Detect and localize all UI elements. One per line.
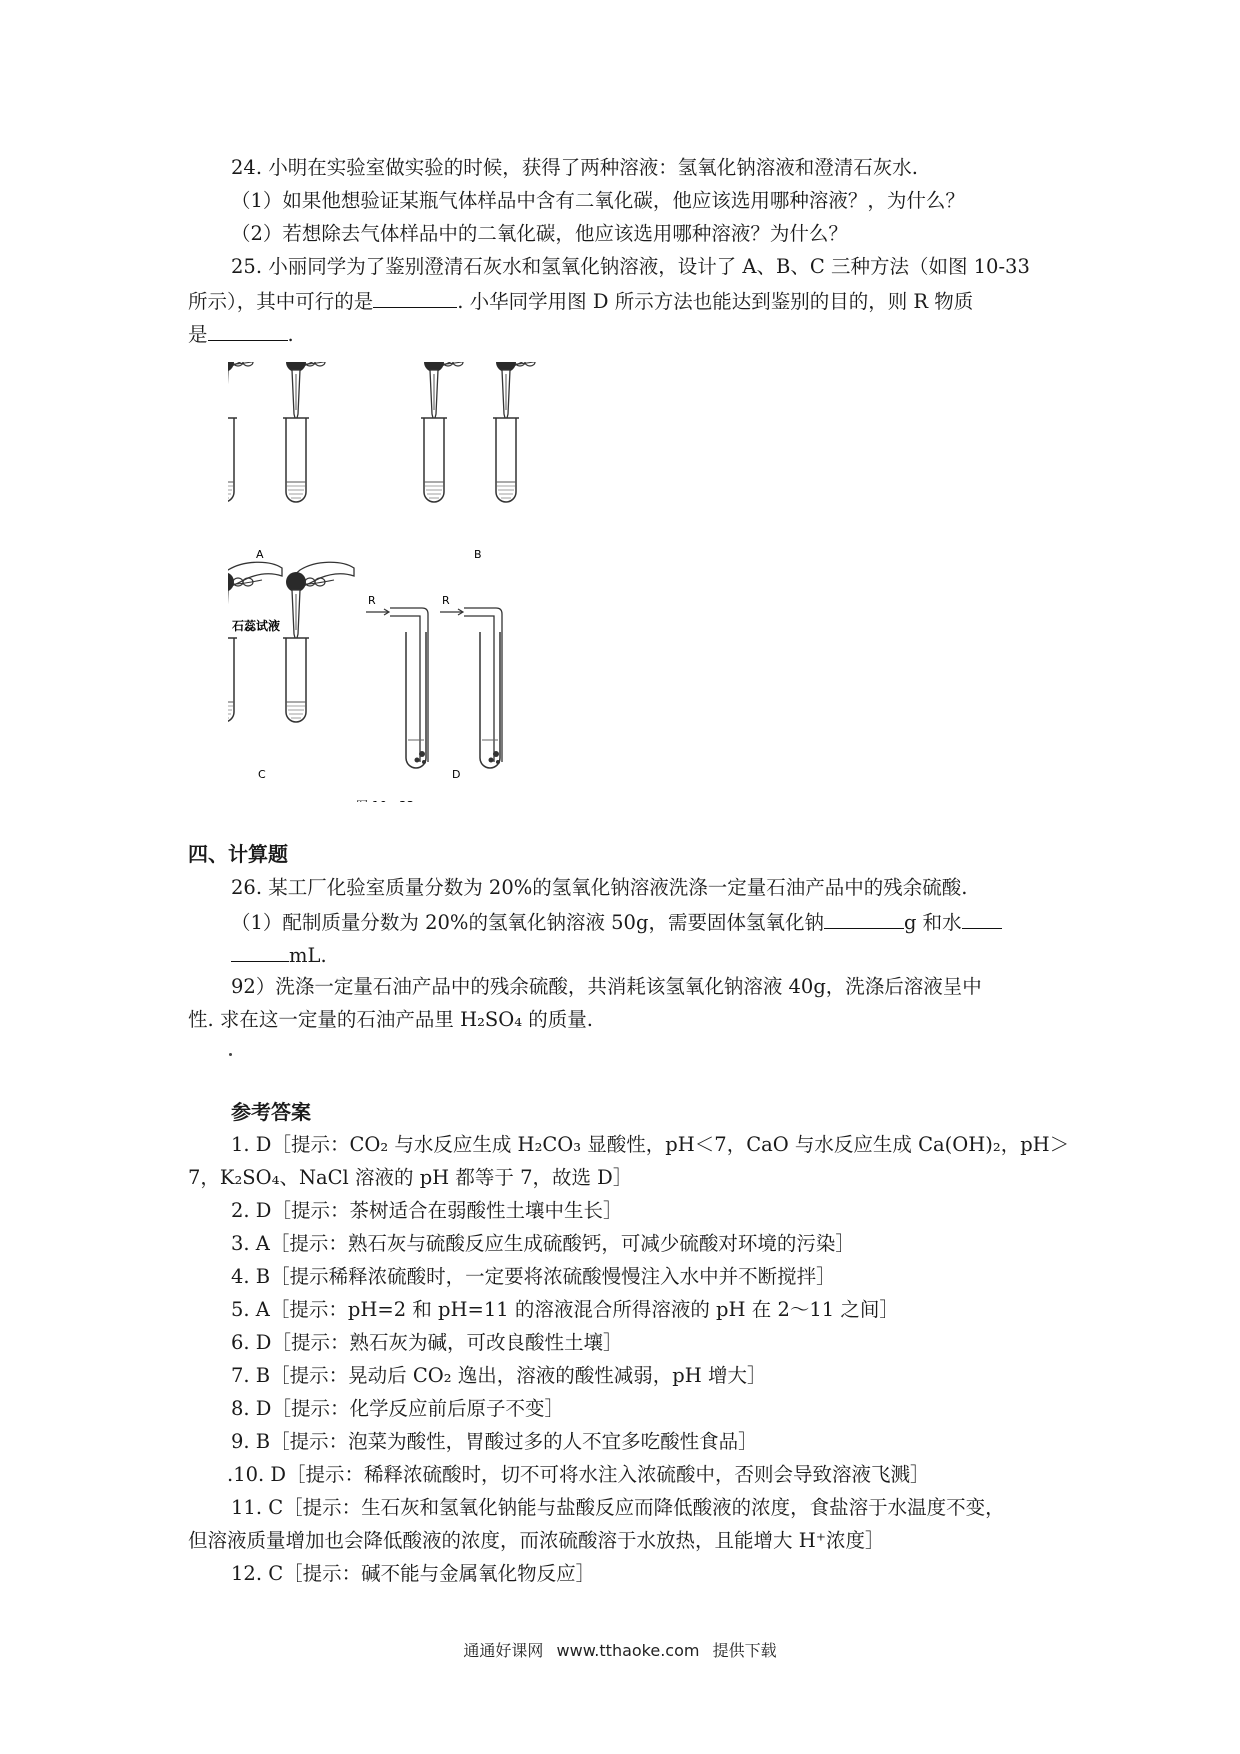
answer-6: 6. D［提示：熟石灰为碱，可改良酸性土壤］ bbox=[231, 1331, 623, 1354]
q26-stem: 26. 某工厂化验室质量分数为 20%的氢氧化钠溶液洗涤一定量石油产品中的残余硫酸. bbox=[231, 876, 968, 899]
setup-d bbox=[366, 594, 502, 781]
label-b: B bbox=[474, 548, 482, 561]
setup-a bbox=[228, 362, 354, 561]
stray-dot bbox=[229, 1053, 232, 1056]
answer-blank-26b bbox=[962, 908, 1002, 929]
label-a: A bbox=[256, 548, 264, 561]
q25-line2: 所示），其中可行的是 . 小华同学用图 D 所示方法也能达到鉴别的目的，则 R 物质 bbox=[188, 287, 973, 315]
setup-b bbox=[421, 362, 564, 561]
setup-c bbox=[228, 562, 354, 781]
answer-11: 11. C［提示：生石灰和氢氧化钠能与盐酸反应而降低酸液的浓度，食盐溶于水温度不变， bbox=[231, 1496, 1005, 1519]
figure-caption bbox=[356, 799, 414, 802]
figure-10-33 bbox=[228, 362, 648, 806]
label-litmus: 石蕊试液 bbox=[232, 619, 281, 633]
label-r-2: R bbox=[442, 594, 450, 607]
answer-blank-26b-cont bbox=[231, 941, 289, 962]
answer-3: 3. A［提示：熟石灰与硫酸反应生成硫酸钙，可减少硫酸对环境的污染］ bbox=[231, 1232, 855, 1255]
footer-note: 提供下载 bbox=[712, 1641, 777, 1660]
answer-5: 5. A［提示：pH=2 和 pH=11 的溶液混合所得溶液的 pH 在 2～11 之间］ bbox=[231, 1298, 899, 1321]
q25-line1: 25. 小丽同学为了鉴别澄清石灰水和氢氧化钠溶液，设计了 A、B、C 三种方法（如图 10-33 bbox=[231, 255, 1030, 278]
figure-test-tubes bbox=[228, 362, 648, 802]
q24-part2: （2）若想除去气体样品中的二氧化碳，他应该选用哪种溶液？为什么？ bbox=[231, 222, 848, 245]
answers-title: 参考答案 bbox=[231, 1100, 311, 1124]
label-r-1: R bbox=[368, 594, 376, 607]
q26-part1-cont: mL. bbox=[231, 941, 327, 969]
answer-blank-25a bbox=[373, 287, 457, 308]
answer-10: .10. D［提示：稀释浓硫酸时，切不可将水注入浓硫酸中，否则会导致溶液飞溅］ bbox=[227, 1463, 930, 1486]
answer-blank-26a bbox=[824, 908, 904, 929]
q25-line3: 是 . bbox=[188, 320, 294, 348]
answer-4: 4. B［提示稀释浓硫酸时，一定要将浓硫酸慢慢注入水中并不断搅拌］ bbox=[231, 1265, 836, 1288]
q24-stem: 24. 小明在实验室做实验的时候，获得了两种溶液：氢氧化钠溶液和澄清石灰水. bbox=[231, 156, 918, 179]
answer-2: 2. D［提示：茶树适合在弱酸性土壤中生长］ bbox=[231, 1199, 623, 1222]
answer-12: 12. C［提示：碱不能与金属氧化物反应］ bbox=[231, 1562, 596, 1585]
q26-part2: 92）洗涤一定量石油产品中的残余硫酸，共消耗该氢氧化钠溶液 40g，洗涤后溶液呈中 bbox=[231, 975, 982, 998]
answer-9: 9. B［提示：泡菜为酸性，胃酸过多的人不宜多吃酸性食品］ bbox=[231, 1430, 758, 1453]
section-4-title: 四、计算题 bbox=[188, 842, 288, 866]
answer-1: 1. D［提示：CO₂ 与水反应生成 H₂CO₃ 显酸性，pH＜7，CaO 与水反应生成 Ca(OH)₂，pH＞ bbox=[231, 1133, 1070, 1156]
label-d: D bbox=[452, 768, 461, 781]
q24-part1: （1）如果他想验证某瓶气体样品中含有二氧化碳，他应该选用哪种溶液？，为什么？ bbox=[231, 189, 965, 212]
answer-7: 7. B［提示：晃动后 CO₂ 逸出，溶液的酸性减弱，pH 增大］ bbox=[231, 1364, 767, 1387]
answer-8: 8. D［提示：化学反应前后原子不变］ bbox=[231, 1397, 564, 1420]
footer-site-name: 通通好课网 bbox=[463, 1641, 544, 1660]
label-c: C bbox=[258, 768, 266, 781]
footer-url[interactable]: www.tthaoke.com bbox=[556, 1641, 700, 1660]
answer-1-cont: 7，K₂SO₄、NaCl 溶液的 pH 都等于 7，故选 D］ bbox=[188, 1166, 633, 1189]
answer-11-cont: 但溶液质量增加也会降低酸液的浓度，而浓硫酸溶于水放热，且能增大 H⁺浓度］ bbox=[188, 1529, 885, 1552]
answer-blank-25b bbox=[208, 320, 288, 341]
q26-part2-cont: 性. 求在这一定量的石油产品里 H₂SO₄ 的质量. bbox=[188, 1008, 593, 1031]
q26-part1: （1）配制质量分数为 20%的氢氧化钠溶液 50g，需要固体氢氧化钠 g 和水 bbox=[231, 908, 1002, 936]
page-footer bbox=[0, 1638, 1240, 1661]
